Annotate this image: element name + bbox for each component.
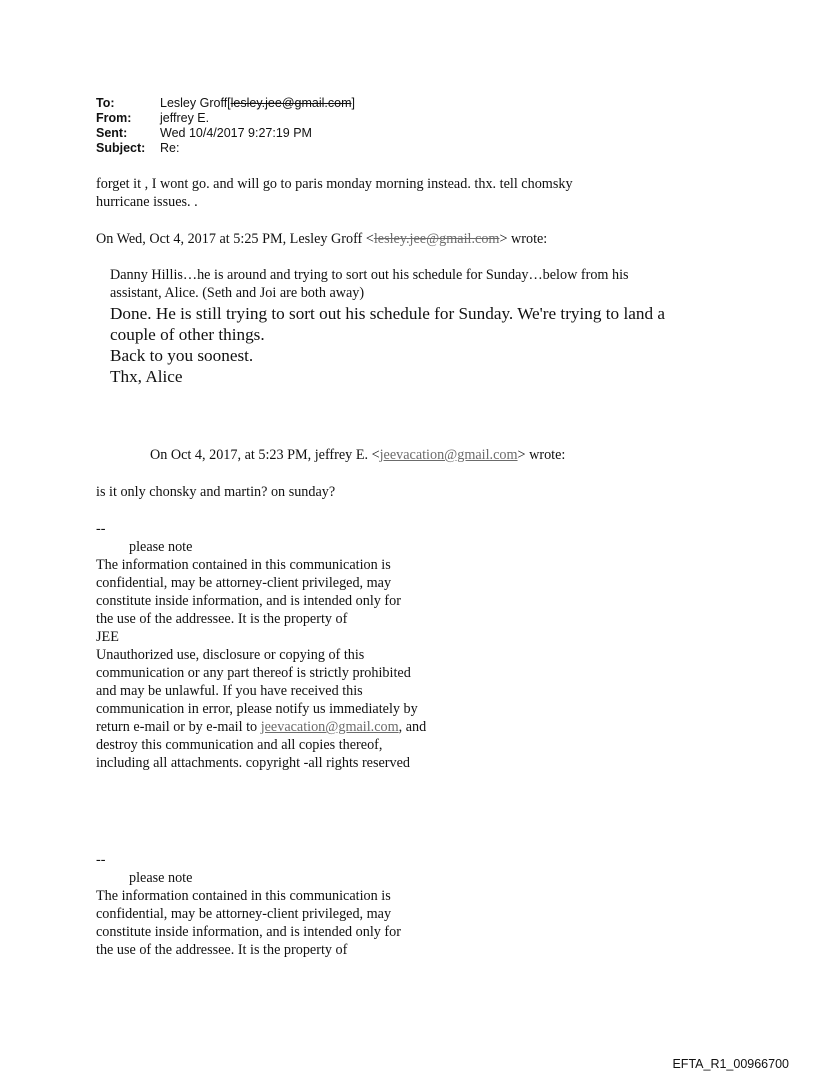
disclaimer-line: destroy this communication and all copies thereof, (96, 737, 383, 753)
disclaimer-line: confidential, may be attorney-client privileged, may (96, 575, 392, 591)
disclaimer2-dashes: -- (96, 852, 106, 868)
alice-line-2: couple of other things. (110, 325, 265, 344)
to-email-redacted: lesley.jee@gmail.com (230, 96, 352, 110)
disclaimer2-line: The information contained in this communication is (96, 888, 391, 904)
sent-label: Sent: (96, 126, 128, 140)
to-close-bracket: ] (351, 96, 355, 110)
disclaimer-line: and may be unlawful. If you have received this (96, 683, 363, 699)
disclaimer-line: constitute inside information, and is intended only for (96, 593, 401, 609)
quote2-prefix: On Oct 4, 2017, at 5:23 PM, jeffrey E. < (150, 447, 380, 463)
disclaimer-line: JEE (96, 629, 119, 645)
disclaimer-body (96, 556, 426, 772)
sent-row (96, 126, 355, 141)
quote1-suffix: > wrote: (499, 231, 548, 247)
disclaimer2-line: the use of the addressee. It is the property of (96, 942, 348, 958)
subject-label: Subject: (96, 141, 146, 155)
alice-line-1: Done. He is still trying to sort out his schedule for Sunday. We're trying to land a (110, 304, 665, 323)
alice-line-3: Back to you soonest. (110, 346, 254, 365)
disclaimer-please-note: please note (129, 539, 193, 555)
lesley-line-1: Danny Hillis…he is around and trying to sort out his schedule for Sunday…below from his (110, 267, 629, 283)
document-id: EFTA_R1_00966700 (672, 1057, 789, 1071)
quote-header-2 (150, 446, 565, 464)
from-label: From: (96, 111, 132, 125)
from-row (96, 111, 355, 126)
disclaimer-email-link[interactable]: jeevacation@gmail.com (260, 719, 399, 735)
disclaimer-dashes: -- (96, 521, 106, 537)
sent-value: Wed 10/4/2017 9:27:19 PM (160, 126, 312, 140)
disclaimer2-please-note: please note (129, 870, 193, 886)
disclaimer2-body (96, 887, 401, 959)
disclaimer-email-suffix: , and (398, 719, 427, 735)
quote2-suffix: > wrote: (517, 447, 566, 463)
subject-value: Re: (160, 141, 180, 155)
disclaimer-line: Unauthorized use, disclosure or copying of this (96, 647, 365, 663)
quote1-email-redacted: lesley.jee@gmail.com (373, 231, 500, 247)
reply-line-2: hurricane issues. . (96, 194, 198, 210)
subject-row (96, 141, 355, 156)
quote1-prefix: On Wed, Oct 4, 2017 at 5:25 PM, Lesley Groff < (96, 231, 374, 247)
quote-header-1 (96, 230, 547, 248)
disclaimer-email-prefix: return e-mail or by e-mail to (96, 719, 261, 735)
to-label: To: (96, 96, 115, 110)
disclaimer-line: communication or any part thereof is strictly prohibited (96, 665, 411, 681)
disclaimer-line: including all attachments. copyright -all rights reserved (96, 755, 411, 771)
to-row (96, 96, 355, 111)
email-header (96, 96, 355, 156)
alice-line-4: Thx, Alice (110, 367, 183, 386)
question-line: is it only chonsky and martin? on sunday? (96, 484, 336, 500)
disclaimer-email-line (96, 718, 426, 736)
from-value: jeffrey E. (160, 111, 210, 125)
disclaimer-line: The information contained in this communication is (96, 557, 391, 573)
disclaimer2-line: constitute inside information, and is intended only for (96, 924, 401, 940)
to-name: Lesley Groff (160, 96, 228, 110)
to-value (160, 96, 355, 111)
disclaimer2-line: confidential, may be attorney-client privileged, may (96, 906, 392, 922)
reply-line-1: forget it , I wont go. and will go to paris monday morning instead. thx. tell chomsky (96, 176, 573, 192)
lesley-line-2: assistant, Alice. (Seth and Joi are both away) (110, 285, 365, 301)
to-open-bracket: [ (227, 96, 231, 110)
disclaimer-line: the use of the addressee. It is the property of (96, 611, 348, 627)
disclaimer-line: communication in error, please notify us immediately by (96, 701, 418, 717)
quote2-email-link[interactable]: jeevacation@gmail.com (379, 447, 518, 463)
